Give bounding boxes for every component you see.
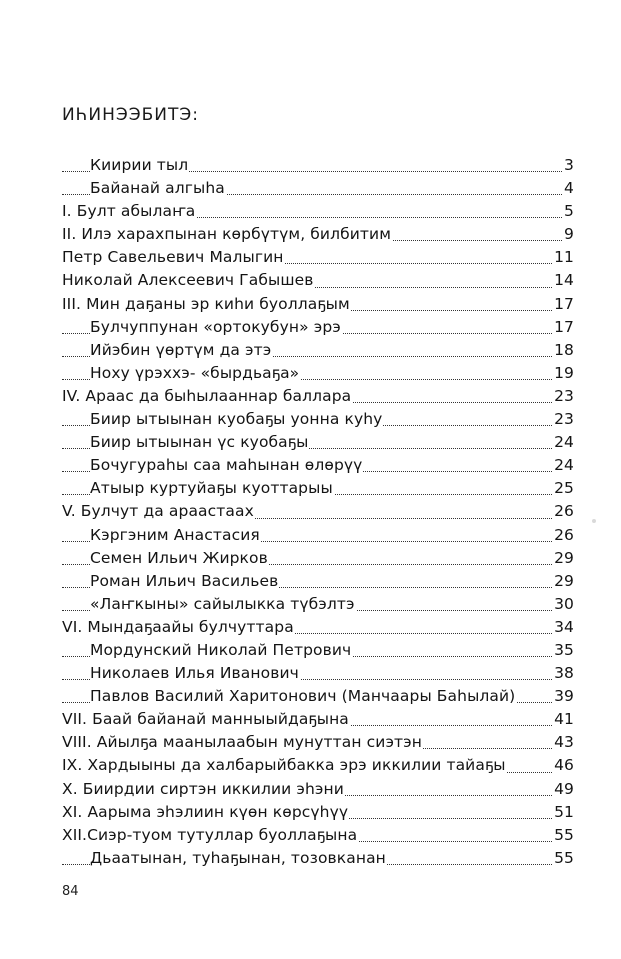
toc-entry	[62, 246, 574, 269]
toc-entry-page: 46	[553, 754, 574, 777]
toc-heading: ИҺИНЭЭБИТЭ:	[62, 105, 199, 125]
toc-entry-page: 23	[553, 408, 574, 431]
toc-entry-title: Биир ытыынан үс куобаҕы	[90, 431, 309, 454]
toc-entry	[62, 824, 574, 847]
toc-entry	[62, 385, 574, 408]
toc-entry	[62, 801, 574, 824]
toc-entry-page: 41	[553, 708, 574, 731]
toc-entry-page: 55	[553, 824, 574, 847]
toc-entry	[62, 639, 574, 662]
toc-entry-title: I. Булт абылаҥа	[62, 200, 196, 223]
toc-entry-title: Байанай алгыһа	[90, 177, 226, 200]
table-of-contents	[62, 154, 574, 870]
toc-entry-title: Мордунский Николай Петрович	[90, 639, 352, 662]
toc-entry-page: 18	[553, 339, 574, 362]
toc-entry	[62, 500, 574, 523]
toc-entry	[62, 477, 574, 500]
scan-speck	[592, 519, 596, 523]
toc-entry	[62, 778, 574, 801]
toc-entry-page: 34	[553, 616, 574, 639]
toc-entry	[62, 754, 574, 777]
toc-entry-page: 38	[553, 662, 574, 685]
toc-entry	[62, 708, 574, 731]
toc-entry-title: Бочугураһы саа маһынан өлөрүү	[90, 454, 363, 477]
toc-entry-title: IV. Араас да быһылааннар баллара	[62, 385, 352, 408]
toc-entry	[62, 847, 574, 870]
toc-entry-title: III. Мин даҕаны эр киһи буоллаҕым	[62, 293, 351, 316]
toc-entry-title: Семен Ильич Жирков	[90, 547, 269, 570]
toc-entry-page: 26	[553, 500, 574, 523]
toc-entry	[62, 293, 574, 316]
toc-entry-title: Павлов Василий Харитонович (Манчаары Баһылай)	[90, 685, 516, 708]
toc-entry	[62, 408, 574, 431]
toc-entry-page: 43	[553, 731, 574, 754]
toc-entry-title: XII.Сиэр-туом тутуллар буоллаҕына	[62, 824, 358, 847]
toc-entry-page: 23	[553, 385, 574, 408]
toc-entry	[62, 662, 574, 685]
toc-entry-page: 11	[553, 246, 574, 269]
toc-entry-title: Петр Савельевич Малыгин	[62, 246, 285, 269]
toc-entry-title: X. Биирдии сиртэн иккилии эһэни	[62, 778, 345, 801]
toc-entry-page: 19	[553, 362, 574, 385]
toc-entry-page: 49	[553, 778, 574, 801]
toc-entry-page: 51	[553, 801, 574, 824]
toc-entry	[62, 685, 574, 708]
toc-entry-page: 3	[563, 154, 574, 177]
toc-entry-title: Биир ытыынан куобаҕы уонна куһу	[90, 408, 383, 431]
toc-entry	[62, 731, 574, 754]
toc-entry	[62, 454, 574, 477]
toc-entry-title: Атыыр куртуйаҕы куоттарыы	[90, 477, 334, 500]
toc-entry-page: 9	[563, 223, 574, 246]
toc-entry-page: 26	[553, 524, 574, 547]
toc-entry	[62, 223, 574, 246]
toc-entry	[62, 570, 574, 593]
toc-entry	[62, 200, 574, 223]
toc-entry-title: II. Илэ харахпынан көрбүтүм, билбитим	[62, 223, 392, 246]
toc-entry-page: 24	[553, 454, 574, 477]
toc-entry-title: Николаев Илья Иванович	[90, 662, 300, 685]
toc-entry-title: Николай Алексеевич Габышев	[62, 269, 314, 292]
toc-entry-title: VII. Баай байанай манныыйдаҕына	[62, 708, 350, 731]
toc-entry-page: 29	[553, 570, 574, 593]
toc-entry-title: Дьаатынан, туһаҕынан, тозовканан	[90, 847, 387, 870]
toc-entry-title: «Лаҥкыны» сайылыкка түбэлтэ	[90, 593, 356, 616]
toc-entry-page: 5	[563, 200, 574, 223]
toc-entry-page: 29	[553, 547, 574, 570]
toc-entry-page: 35	[553, 639, 574, 662]
toc-entry-page: 39	[553, 685, 574, 708]
toc-entry-page: 4	[563, 177, 574, 200]
toc-entry	[62, 177, 574, 200]
toc-entry	[62, 362, 574, 385]
toc-entry-title: Ноху үрэххэ- «бырдьаҕа»	[90, 362, 300, 385]
toc-entry-title: VI. Мындаҕаайы булчуттара	[62, 616, 295, 639]
toc-entry-page: 30	[553, 593, 574, 616]
toc-entry	[62, 269, 574, 292]
toc-entry	[62, 616, 574, 639]
toc-entry-page: 24	[553, 431, 574, 454]
toc-entry	[62, 154, 574, 177]
toc-entry-title: V. Булчут да араастааx	[62, 500, 255, 523]
toc-entry-title: Киирии тыл	[90, 154, 189, 177]
toc-entry-title: Роман Ильич Васильев	[90, 570, 279, 593]
page-number: 84	[62, 884, 79, 899]
toc-entry-title: Ийэбин үөртүм да этэ	[90, 339, 272, 362]
toc-entry	[62, 593, 574, 616]
toc-entry-title: Булчуппунан «ортокубун» эрэ	[90, 316, 342, 339]
toc-entry	[62, 339, 574, 362]
toc-entry-title: VIII. Айылҕа маанылаабын мунуттан сиэтэн	[62, 731, 423, 754]
toc-entry-title: IX. Хардыыны да халбарыйбакка эрэ иккилии тайаҕы	[62, 754, 507, 777]
toc-entry	[62, 316, 574, 339]
toc-entry-page: 25	[553, 477, 574, 500]
toc-entry	[62, 524, 574, 547]
toc-entry	[62, 431, 574, 454]
toc-entry-title: XI. Аарыма эһэлиин күөн көрсүһүү	[62, 801, 349, 824]
toc-entry-title: Кэргэним Анастасия	[90, 524, 261, 547]
toc-entry-page: 14	[553, 269, 574, 292]
toc-entry-page: 17	[553, 316, 574, 339]
toc-entry-page: 55	[553, 847, 574, 870]
toc-entry	[62, 547, 574, 570]
toc-entry-page: 17	[553, 293, 574, 316]
